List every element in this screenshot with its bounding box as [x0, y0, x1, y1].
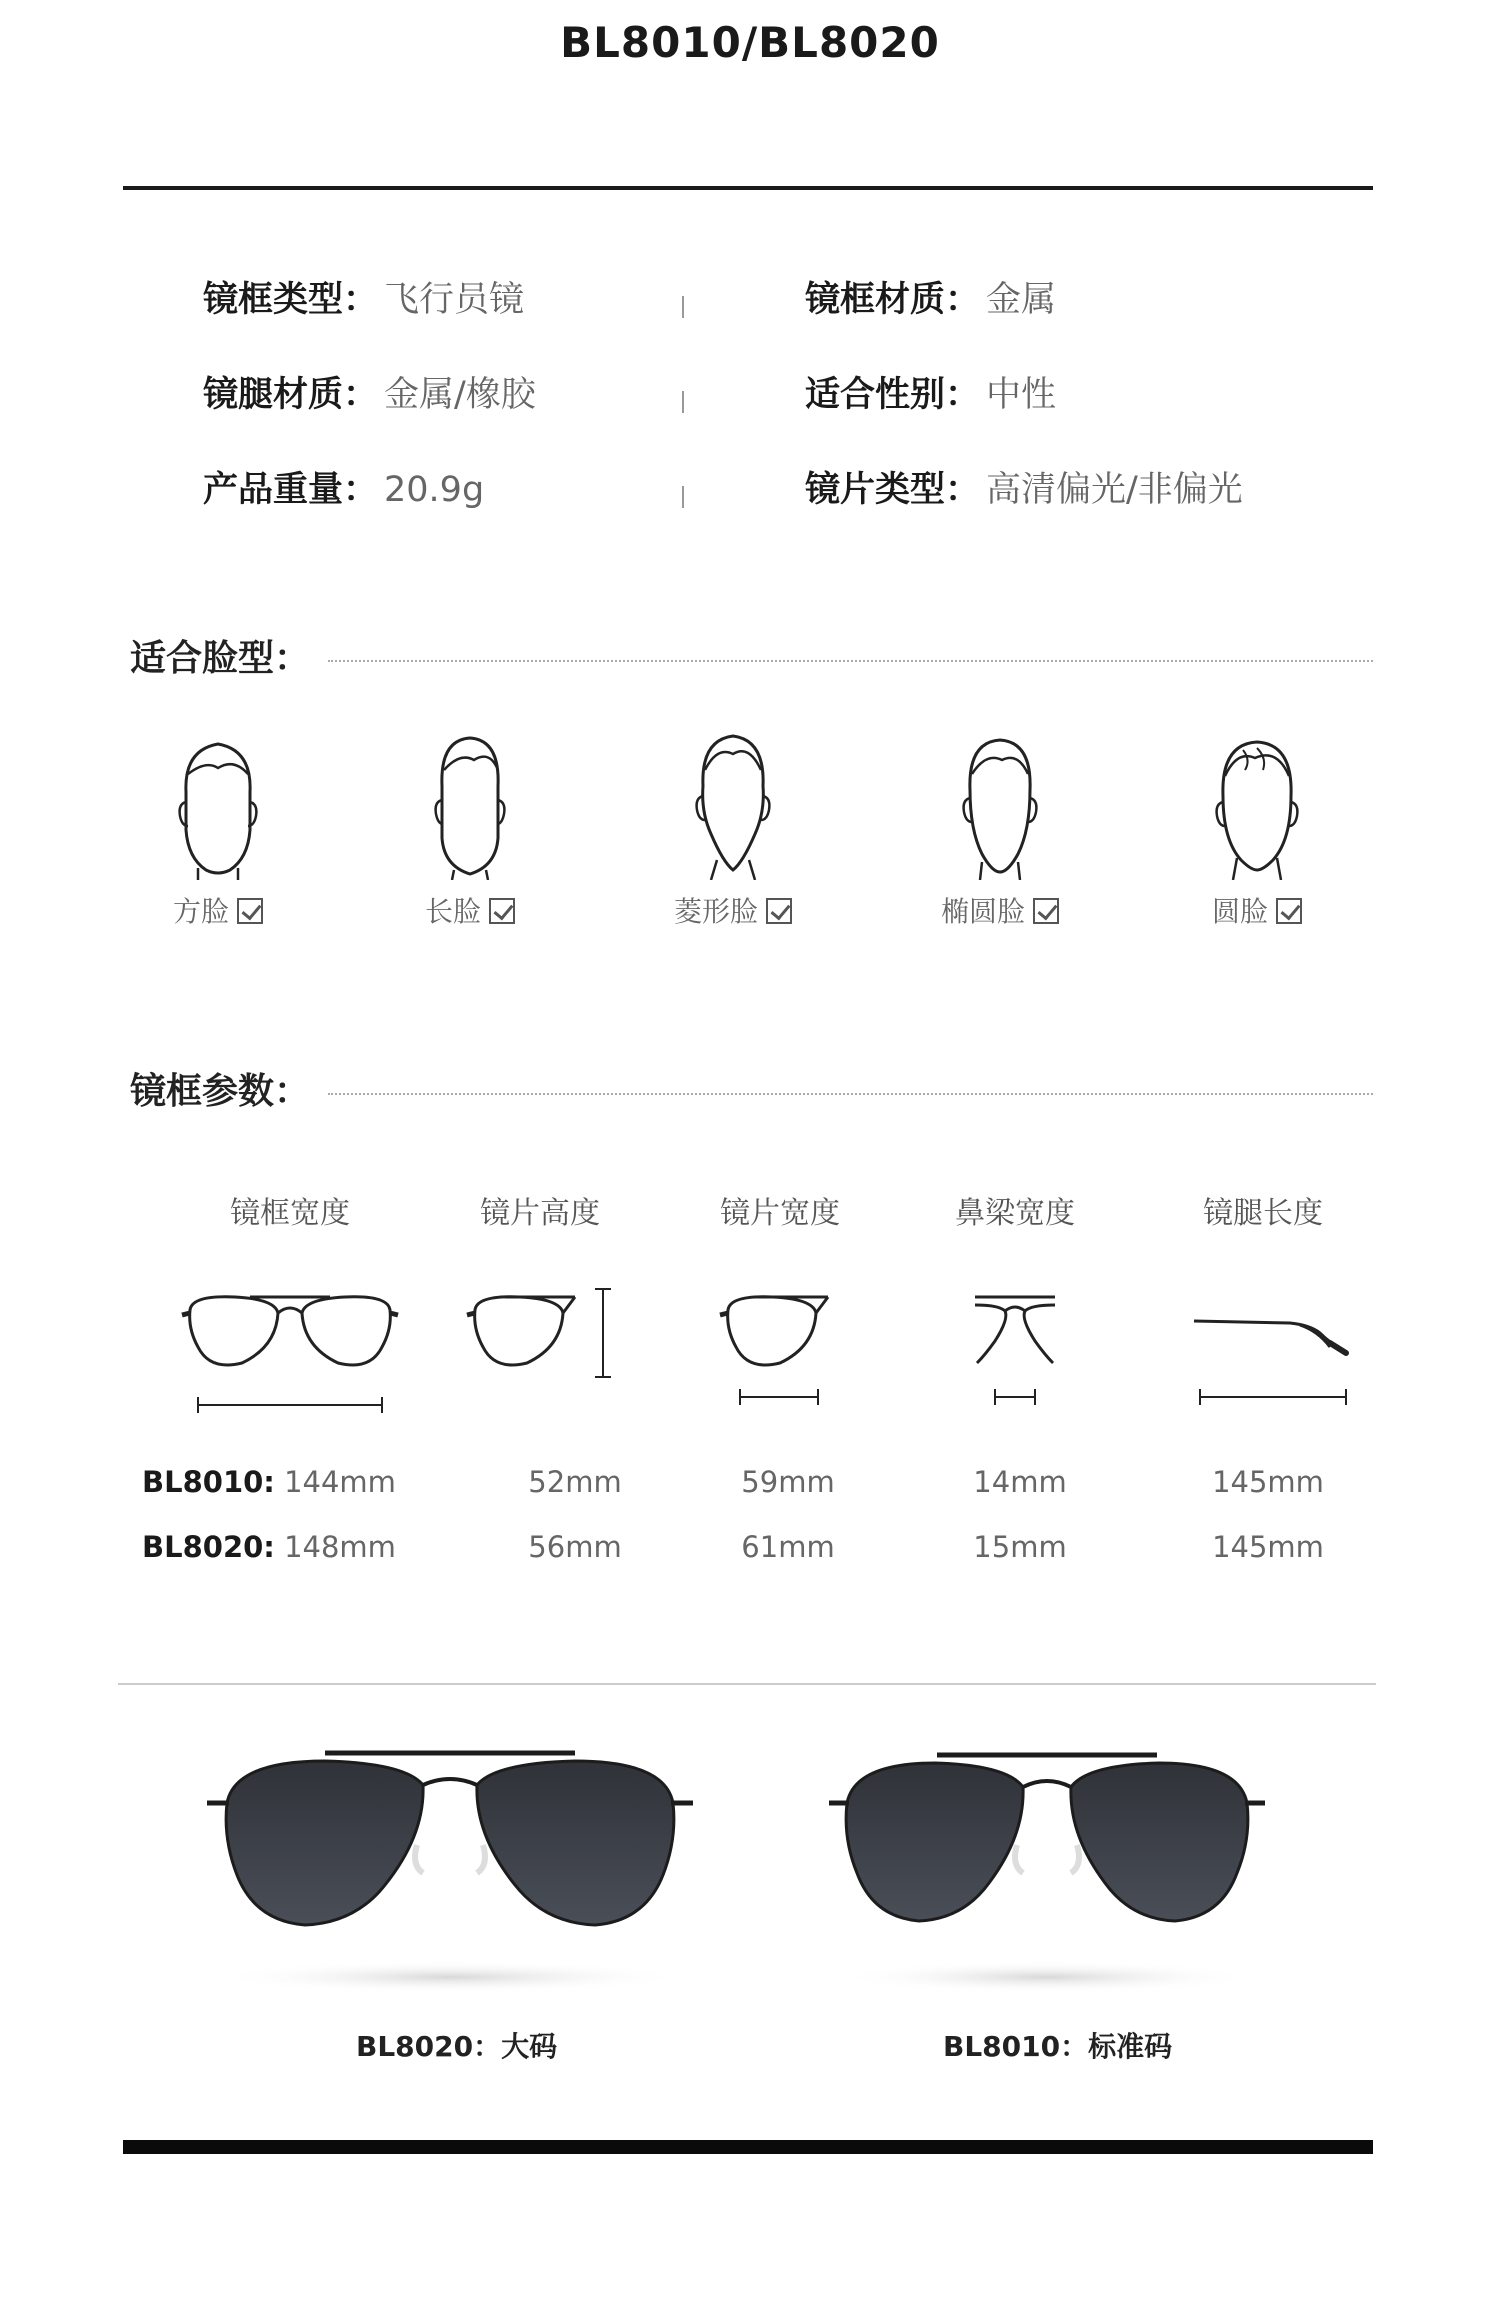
cell-lens-height: 52mm [528, 1465, 622, 1499]
dotted-divider [328, 1093, 1373, 1095]
checkbox-checked-icon [766, 898, 792, 924]
spec-temple-material [203, 367, 536, 417]
checkbox-checked-icon [1276, 898, 1302, 924]
spec-separator [682, 391, 684, 413]
face-long [385, 730, 555, 930]
spec-weight [203, 462, 484, 512]
long-face-icon [410, 730, 530, 880]
spec-lens-type [805, 462, 1243, 512]
spec-separator [682, 486, 684, 508]
spec-value: 金属 [986, 280, 1057, 320]
sunglasses-large-image [205, 1745, 695, 1995]
diamond-face-icon [673, 730, 793, 880]
spec-separator [682, 296, 684, 318]
checkbox-checked-icon [489, 898, 515, 924]
face-diamond [648, 730, 818, 930]
lens-height-icon [465, 1285, 625, 1395]
cell-lens-width: 61mm [741, 1530, 835, 1564]
spec-key: 产品重量： [203, 470, 379, 510]
spec-gender [805, 367, 1056, 417]
checkbox-checked-icon [1033, 898, 1059, 924]
spec-key: 适合性别： [805, 375, 981, 415]
face-round [1172, 730, 1342, 930]
spec-key: 镜框类型： [203, 280, 379, 320]
param-header-lens-height: 镜片高度 [480, 1196, 600, 1231]
spec-value: 高清偏光/非偏光 [986, 470, 1243, 510]
cell-temple-length: 145mm [1212, 1530, 1324, 1564]
face-oval [915, 730, 1085, 930]
cell-frame-width: 144mm [284, 1465, 396, 1499]
checkbox-checked-icon [237, 898, 263, 924]
spec-value: 中性 [986, 375, 1057, 415]
product-caption-large: BL8020：大码 [356, 2030, 558, 2063]
face-square [133, 730, 303, 930]
param-header-temple-length: 镜腿长度 [1203, 1196, 1323, 1231]
cell-temple-length: 145mm [1212, 1465, 1324, 1499]
frame-width-icon [180, 1285, 400, 1415]
spec-value: 金属/橡胶 [384, 375, 536, 415]
sunglasses-standard-image [827, 1745, 1267, 1995]
face-label: 方脸 [133, 890, 303, 930]
param-header-frame-width: 镜框宽度 [230, 1196, 350, 1231]
spec-frame-type [203, 272, 524, 322]
spec-key: 镜腿材质： [203, 375, 379, 415]
face-label: 椭圆脸 [915, 890, 1085, 930]
face-label: 菱形脸 [648, 890, 818, 930]
face-section-title: 适合脸型： [130, 638, 311, 679]
lens-width-icon [718, 1285, 848, 1405]
spec-frame-material [805, 272, 1056, 322]
round-face-icon [1197, 730, 1317, 880]
cell-lens-height: 56mm [528, 1530, 622, 1564]
spec-key: 镜片类型： [805, 470, 981, 510]
row-label-bl8010: BL8010: [142, 1465, 275, 1499]
cell-frame-width: 148mm [284, 1530, 396, 1564]
oval-face-icon [940, 730, 1060, 880]
bridge-width-icon [965, 1285, 1065, 1405]
frame-section-title: 镜框参数： [130, 1071, 311, 1112]
cell-lens-width: 59mm [741, 1465, 835, 1499]
product-caption-standard: BL8010：标准码 [943, 2030, 1173, 2063]
row-label-bl8020: BL8020: [142, 1530, 275, 1564]
spec-value: 飞行员镜 [384, 280, 525, 320]
page-title: BL8010/BL8020 [560, 18, 940, 67]
face-label: 圆脸 [1172, 890, 1342, 930]
top-divider [123, 186, 1373, 190]
param-header-bridge-width: 鼻梁宽度 [955, 1196, 1075, 1231]
face-label: 长脸 [385, 890, 555, 930]
cell-bridge-width: 15mm [973, 1530, 1067, 1564]
spec-value: 20.9g [384, 470, 485, 510]
cell-bridge-width: 14mm [973, 1465, 1067, 1499]
dotted-divider [328, 660, 1373, 662]
param-header-lens-width: 镜片宽度 [720, 1196, 840, 1231]
temple-length-icon [1190, 1285, 1360, 1405]
middle-divider [118, 1683, 1376, 1685]
spec-key: 镜框材质： [805, 280, 981, 320]
square-face-icon [158, 730, 278, 880]
bottom-divider [123, 2140, 1373, 2154]
